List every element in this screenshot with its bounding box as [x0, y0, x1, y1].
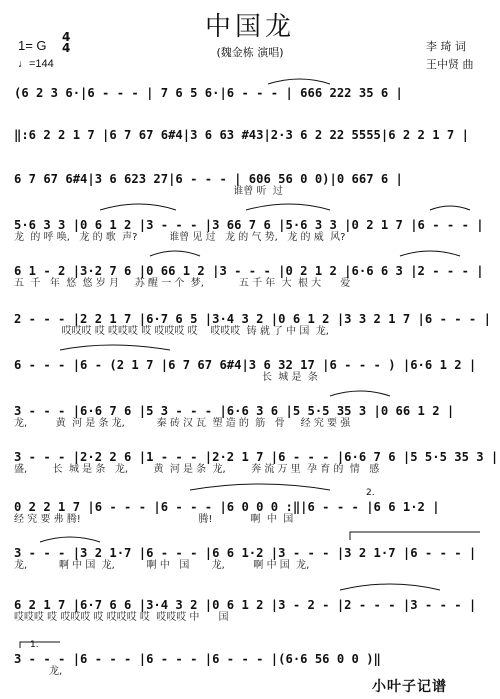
second-ending-label: 2. [366, 488, 375, 498]
score-row-9 [14, 450, 499, 476]
composer-credit: 王中贤 曲 [426, 58, 474, 71]
slur [40, 537, 100, 542]
lyric-line: 长 城 是 条 [14, 372, 318, 383]
slur [268, 79, 330, 84]
slur [60, 345, 170, 350]
first-ending-label: 1. [30, 640, 39, 650]
notes-line: 6 7 67 6#4|3 6 623 27|6 - - - | 606 56 0 0)|0 667 6 | [14, 172, 403, 186]
score-row-5 [14, 264, 484, 290]
score-row-6 [14, 312, 491, 338]
score-row-11 [14, 546, 484, 572]
lyric-line: 哎哎哎 哎 哎哎哎 哎 哎哎哎 哎 哎哎哎 铸 就 了 中 国 龙, [14, 326, 329, 337]
score-row-2 [14, 128, 484, 142]
song-title: 中国龙 [204, 12, 295, 42]
score-row-3 [14, 172, 484, 198]
notes-line: 6 - - - |6 - (2 1 7 |6 7 67 6#4|3 6 32 17 |6 - - - ) |6·6 1 2 | [14, 358, 477, 372]
notes-line: 3 - - - |2·2 2 6 |1 - - - |2·2 1 7 |6 - - - |6·6 7 6 |5 5·5 35 3 | [14, 450, 499, 464]
lyric-line: 五 千 年 悠 悠 岁 月 苏 醒 一 个 梦, 五 千 年 大 根 大 爱 [14, 278, 351, 289]
slur [150, 251, 200, 256]
time-signature [62, 32, 70, 54]
notes-line: 5·6 3 3 |0 6 1 2 |3 - - - |3 66 7 6 |5·6 3 3 |0 2 1 7 |6 - - - | [14, 218, 484, 232]
notes-line: 0 2 2 1 7 |6 - - - |6 - - - |6 0 0 0 :‖|6 - - - |6 6 1·2 | [14, 500, 440, 514]
lyric-line: 龙 的 呼 唤, 龙 的 歌 声? 谁曾 见 过 龙 的 气 势, 龙 的 威 风? [14, 232, 346, 243]
first-ending-bracket [20, 642, 60, 648]
lyric-line: 谁曾 听 过 [14, 186, 283, 197]
slur [190, 484, 330, 490]
notes-line: 6 1 - 2 |3·2 7 6 |0 66 1 2 |3 - - - |0 2 1 2 |6·6 6 3 |2 - - - | [14, 264, 484, 278]
score-row-13 [14, 652, 484, 678]
key-signature: 1= G [18, 38, 47, 53]
slur [430, 206, 470, 210]
lyric-line: 哎哎哎 哎 哎哎哎 哎 哎哎哎 哎 哎哎哎 中 国 [14, 612, 229, 623]
notes-line: 3 - - - |6 - - - |6 - - - |6 - - - |(6·6 56 0 0 )‖ [14, 652, 381, 666]
slur [340, 584, 440, 590]
score-row-8 [14, 404, 484, 430]
tempo-marking: ♩=144 [18, 58, 54, 70]
lyric-line: 经 究 要 弗 腾! 腾! 啊 中 国 [14, 514, 294, 525]
slur [330, 391, 390, 396]
notes-line: 6 2 1 7 |6·7 6 6 |3·4 3 2 |0 6 1 2 |3 - 2 - |2 - - - |3 - - - | [14, 598, 477, 612]
time-signature-top: 4 [62, 30, 71, 44]
score-row-10 [14, 500, 484, 526]
slur [246, 204, 330, 210]
lyric-line: 盛, 长 城 是 条 龙, 黄 河 是 条 龙, 奔 流 万 里 孕 育 的 情 感 [14, 464, 380, 475]
second-ending-bracket [350, 532, 480, 540]
notes-line: ‖:6 2 2 1 7 |6 7 67 6#4|3 6 63 #43|2·3 6 2 22 5555|6 2 2 1 7 | [14, 128, 469, 142]
time-signature-bottom: 4 [62, 41, 71, 55]
slur [400, 251, 460, 256]
lyric-line: 龙, 啊 中 国 龙, 啊 中 国 龙, 啊 中 国 龙, [14, 560, 310, 571]
notes-line: 3 - - - |6·6 7 6 |5 3 - - - |6·6 3 6 |5 5·5 35 3 |0 66 1 2 | [14, 404, 455, 418]
lyric-line: 龙, 黄 河 是 条 龙, 秦 砖 汉 瓦 塑 造 的 筋 骨 经 究 要 强 [14, 418, 351, 429]
notes-line: 2 - - - |2 2 1 7 |6·7 6 5 |3·4 3 2 |0 6 1 2 |3 3 2 1 7 |6 - - - | [14, 312, 491, 326]
singer-credit: (魏金栋 演唱) [216, 46, 284, 59]
score-row-12 [14, 598, 484, 624]
slur [100, 204, 176, 210]
transcriber-stamp: 小叶子记谱 [372, 679, 447, 695]
score-row-7 [14, 358, 484, 384]
score-row-4 [14, 218, 484, 244]
notes-line: 3 - - - |3 2 1·7 |6 - - - |6 6 1·2 |3 - - - |3 2 1·7 |6 - - - | [14, 546, 477, 560]
notes-line: (6 2 3 6·|6 - - - | 7 6 5 6·|6 - - - | 666 222 35 6 | [14, 86, 403, 100]
lyric-line: 龙, [14, 666, 63, 677]
lyricist-credit: 李 琦 词 [426, 40, 466, 53]
score-row-1 [14, 86, 484, 100]
